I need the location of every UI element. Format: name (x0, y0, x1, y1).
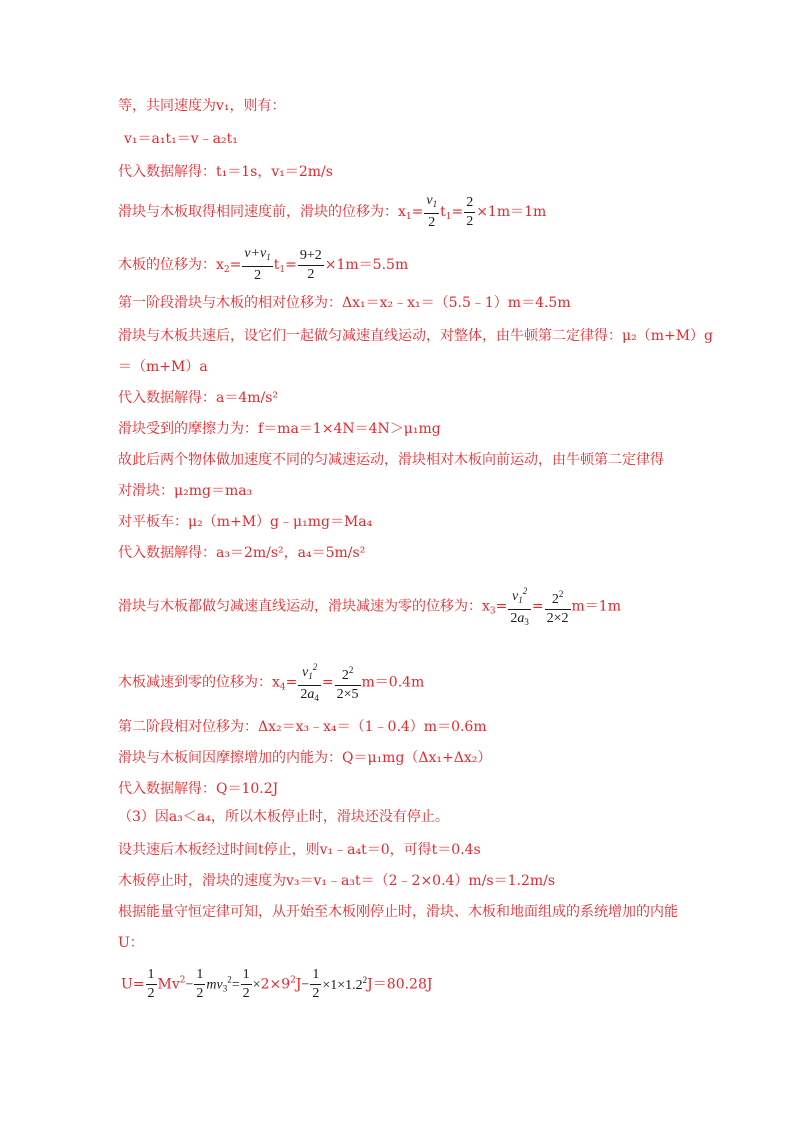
text-line: 对平板车：μ₂（m+M）g﹣μ₁mg＝Ma₄ (118, 514, 373, 530)
text-line: 第一阶段滑块与木板的相对位移为：Δx₁＝x₂﹣x₁＝（5.5﹣1）m＝4.5m (118, 295, 571, 311)
text: 滑块与木板取得相同速度前，滑块的位移为： (118, 204, 398, 220)
text-line: ＝（m+M）a (118, 359, 208, 375)
text-line: 第二阶段相对位移为：Δx₂＝x₃﹣x₄＝（1﹣0.4）m＝0.6m (118, 719, 487, 735)
text-line: 木板停止时，滑块的速度为v₃＝v₁﹣a₃t＝（2﹣2×0.4）m/s＝1.2m/s (118, 873, 556, 889)
formula-line: 滑块与木板取得相同速度前，滑块的位移为：$x_1=$ $\frac{v_1}{2}$ $t_1=$ $\frac{2}{2}$ ×1m＝1m (118, 193, 547, 230)
text: 滑块与木板都做匀减速直线运动，滑块减速为零的位移为： (118, 598, 482, 615)
text-line: （3）因a₃＜a₄，所以木板停止时，滑块还没有停止。 (118, 809, 449, 825)
formula-line: 滑块与木板都做匀减速直线运动，滑块减速为零的位移为：$x_3=$ $\frac{v_1^2}{2a_3}$ = $\frac{2^2}{2\times 2}$ m＝1m (118, 582, 621, 631)
text: 木板减速到零的位移为： (118, 674, 272, 691)
text: m＝0.4m (361, 674, 425, 691)
text: m＝1m (571, 598, 621, 615)
text-line: 故此后两个物体做加速度不同的匀减速运动，滑块相对木板向前运动，由牛顿第二定律得 (118, 452, 664, 468)
text-line: 滑块与木板共速后，设它们一起做匀减速直线运动，对整体，由牛顿第二定律得：μ₂（m+M）g (118, 328, 714, 344)
text: 木板的位移为： (118, 257, 216, 273)
text: ×1m＝5.5m (324, 257, 409, 273)
text-line: 根据能量守恒定律可知，从开始至木板刚停止时，滑块、木板和地面组成的系统增加的内能 (118, 904, 678, 920)
text-line: v₁＝a₁t₁＝v﹣a₂t₁ (124, 131, 238, 147)
text-line: 代入数据解得：a＝4m/s² (118, 390, 279, 406)
formula-line: 木板的位移为：$x_2=$ $\frac{v+v_1}{2}$ $t_1=$ $\frac{9+2}{2}$ ×1m＝5.5m (118, 246, 409, 283)
text-line: 滑块受到的摩擦力为：f＝ma＝1×4N＝4N＞μ₁mg (118, 421, 441, 437)
text-line: 滑块与木板间因摩擦增加的内能为：Q＝μ₁mg（Δx₁+Δx₂） (118, 750, 492, 766)
text-line: 对滑块：μ₂mg＝ma₃ (118, 483, 253, 499)
text: J＝80.28J (367, 976, 433, 993)
formula-line: U= $\frac{1}{2}$ $Mv^2-$ $\frac{1}{2}$ $mv_3^2=$ $\frac{1}{2}$ $\times 2\times 9^2J-$ $\frac{1}{2}$ $\times 1\times 1.2^2J=80.28J$ (121, 967, 433, 1001)
text-line: 等，共同速度为v₁，则有： (118, 98, 286, 114)
text-line: 代入数据解得：t₁＝1s，v₁＝2m/s (118, 164, 333, 180)
text-line: U： (118, 935, 144, 951)
text-line: 代入数据解得：Q＝10.2J (118, 781, 279, 797)
text-line: 设共速后木板经过时间t停止，则v₁﹣a₄t＝0，可得t＝0.4s (118, 842, 481, 858)
text-line: 代入数据解得：a₃＝2m/s²，a₄＝5m/s² (118, 545, 366, 561)
text: ×1m＝1m (476, 204, 547, 220)
formula-line: 木板减速到零的位移为：$x_4=$ $\frac{v_1^2}{2a_4}$ = $\frac{2^2}{2\times 5}$ m＝0.4m (118, 658, 424, 707)
